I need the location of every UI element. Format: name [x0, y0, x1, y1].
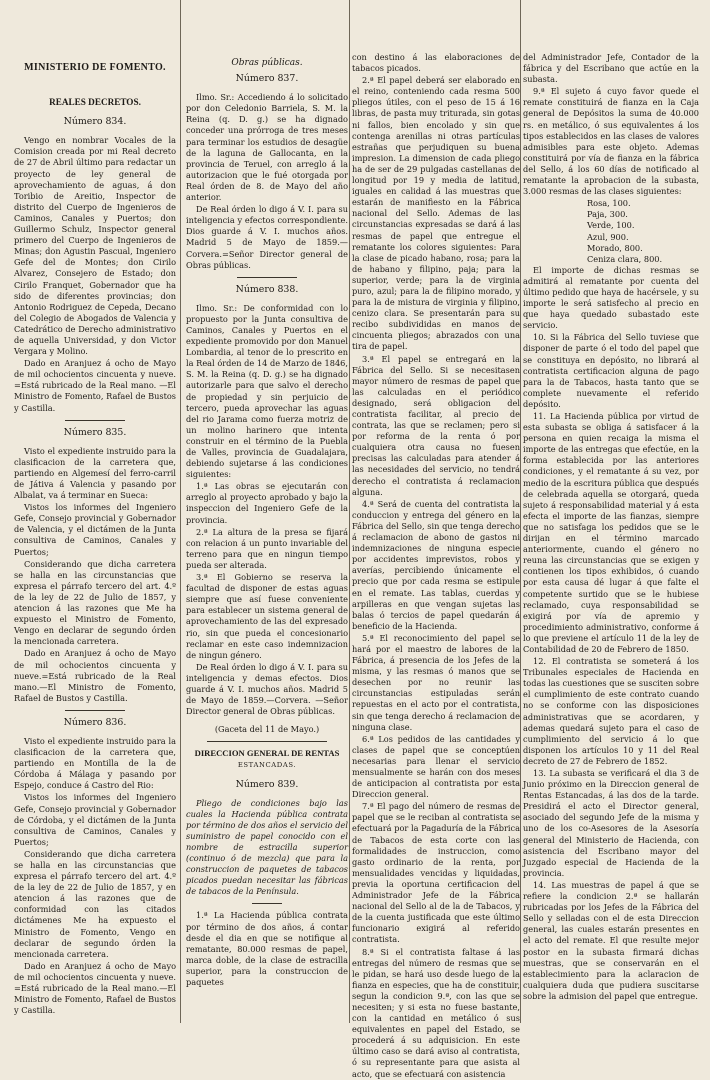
pliego-title: Pliego de condiciones bajo las cuales la Hacienda pública contrata por término de dos años el servicio del suministro de papel conocido con el nombre de estracilla superior (continuo ó de mezcla) que para la construccion de paquetes de tabacos picados puedan necesitar las fábricas de tabacos de la Península.	[186, 797, 348, 897]
paragraph: del Administrador Jefe, Contador de la fábrica y del Escribano que actúe en la subasta.	[523, 52, 699, 85]
paragraph: Dado en Aranjuez á ocho de Mayo de mil ochocientos cincuenta y nueve.=Está rubricado de la Real mano.—El Ministro de Fomento, Rafael de Bustos y Castilla.	[14, 648, 176, 703]
decree-number: Número 836.	[63, 716, 127, 728]
condition: 3.ª El papel se entregará en la Fábrica del Sello. Si se necesitasen mayor número de resmas de papel que las calculadas en el periódico designado, será obligacion del contratista facilitar, al precio de contrata, las que se reclamen; pero si por reforma de la renta ó por cualquiera otra causa no fuesen precisas las calculadas para atender á las necesidades del servicio, no tendrá derecho el contratista á reclamacion alguna.	[352, 353, 520, 497]
ministry-heading: MINISTERIO DE FOMENTO.	[24, 62, 166, 73]
section-heading: REALES DECRETOS.	[49, 97, 141, 108]
color-list-item: Paja, 300.	[587, 209, 628, 220]
paragraph: El importe de dichas resmas se admitirá al rematante por cuenta del último pedido que haya de hacérsele, y su importe le será satisfecho al precio en que haya quedado subastado este servicio.	[523, 264, 699, 331]
condition: 3.ª El Gobierno se reserva la facultad de disponer de estas aguas siempre que así fuese conveniente para establecer un sistema general de aprovechamiento de las del expresado rio, sin que pueda el concesionario reclamar en este caso indemnizacion de ningun género.	[186, 572, 348, 660]
paragraph: Ilmo. Sr.: Accediendo á lo solicitado por don Celedonio Barriela, S. M. la Reina (q. D. g.) se ha dignado conceder una prórroga de tres meses para terminar los estudios de desagüe de la laguna de Gallocanta, en la provincia de Teruel, con arreglo á la autorizacion que le fué otorgada por Real órden de 8. de Mayo del año anterior.	[186, 92, 348, 203]
color-list-item: Verde, 100.	[587, 220, 635, 231]
paragraph: con destino á las elaboraciones de tabacos picados.	[352, 52, 520, 74]
color-list-item: Azul, 900.	[587, 231, 629, 242]
order-number: Número 837.	[235, 73, 299, 85]
condition: 14. Las muestras de papel á que se refiere la condicion 2.ª se hallarán rubricadas por los Jefes de la Fábrica del Sello y selladas con el de esta Direccion general, las cuales estarán presentes en el acto del remate. El que resulte mejor postor en la subasta firmará dichas muestras, que se conservarán en el establecimiento para la aclaracion de cualquiera duda que pudiera suscitarse sobre la admision del papel que entregue.	[523, 879, 699, 1001]
condition: 13. La subasta se verificará el dia 3 de Junio próximo en la Direccion general de Rentas Estancadas, á las dos de la tarde. Presidirá el acto el Director general, asociado del segundo Jefe de la misma y uno de los co-Asesores de la Asesoría general del Ministerio de Hacienda, con asistencia del Escribano mayor del Juzgado especial de Hacienda de la provincia.	[523, 768, 699, 878]
condition: 10. Si la Fábrica del Sello tuviese que disponer de parte ó el todo del papel que se constituya en depósito, no librará al contratista certificacion alguna de pago para la de Tabacos, hasta tanto que se complete nuevamente el referido depósito.	[523, 332, 699, 409]
condition: 2.ª El papel deberá ser elaborado en el reino, conteniendo cada resma 500 pliegos útiles, con el peso de 15 á 16 libras, de pasta muy triturada, sin gotas ni fallos, bien encolado y sin que contenga arenillas ni otras partículas estrañas que perjudiquen su buena impresion. La dimension de cada pliego ha de ser de 29 pulgadas castellanas de longitud por 19 y media de latitud, iguales en calidad á las muestras que estarán de manifiesto en la Fábrica nacional del Sello. Ademas de las circunstancias expresadas se dará á las resmas de papel que entregue el rematante los colores siguientes: Para la clase de picado habano, rosa; para la de habano y filipino, paja; para la superior, verde; para la de virginia puro, azul; para la de filipino morado, y para la de mistura de virginia y filipino, cenizo clara. Se presentarán para su recibo subdivididas en manos de cincuenta pliegos; abrazados con una tira de papel.	[352, 75, 520, 352]
paragraph: Considerando que dicha carretera se halla en las circunstancias que expresa el párrafo tercero del art. 4.º de la ley de 22 de Julio de 1857, y atencion á las razones que Me ha expuesto el Ministro de Fomento, Vengo en declarar de segundo órden la mencionada carretera.	[14, 558, 176, 647]
condition: 9.ª El sujeto á cuyo favor quede el remate constituirá de fianza en la Caja general de Depósitos la suma de 40.000 rs. en metálico, ó sus equivalentes á los tipos establecidos en las clases de valores admisibles para este objeto. Ademas constituirá por vía de fianza en la fábrica del Sello, á los 60 días de notificado al rematante la aprobacion de la subasta, 3.000 resmas de las clases siguientes:	[523, 86, 699, 197]
condition: 4.ª Será de cuenta del contratista la conduccion y entrega del género en la Fábrica del Sello, sin que tenga derecho á reclamacion de abono de gastos ni indemnizaciones de ninguna especie por accidentes imprevistos, robos y averías, percibiendo únicamente el precio que por cada resma se estipule en el remate. Las tablas, cuerdas y arpilleras en que vengan sujetas las balas ó tercios de papel quedarán á beneficio de la Hacienda.	[352, 498, 520, 631]
column-rule	[180, 0, 181, 1023]
color-list-item: Ceniza clara, 800.	[587, 253, 663, 264]
separator	[207, 741, 327, 742]
condition: 5.ª El reconocimiento del papel se hará por el maestro de labores de la Fábrica, á presencia de los Jefes de la misma, y las resmas ó manos que se desechen por no reunir las circunstancias estipuladas serán repuestas en el acto por el contratista, sin que tenga derecho á reclamacion de ninguna clase.	[352, 632, 520, 732]
separator	[65, 710, 125, 711]
condition: 6.ª Los pedidos de las cantidades y clases de papel que se conceptúen necesarias para llenar el servicio mensualmente se harán con dos meses de anticipacion al contratista por esta Direccion general.	[352, 733, 520, 800]
column-rule	[520, 0, 521, 1023]
separator	[65, 420, 125, 421]
column-4	[523, 0, 699, 1023]
separator	[237, 277, 297, 278]
paragraph: Dado en Aranjuez á ocho de Mayo de mil ochocientos cincuenta y nueve. =Está rubricado de la Real mano.—El Ministro de Fomento, Rafael de Bustos y Castilla.	[14, 960, 176, 1016]
condition: 1.ª La Hacienda pública contrata por término de dos años, á contar desde el dia en que se notifique al rematante, 80.000 resmas de papel, marca doble, de la clase de estracilla superior, para la construccion de paquetes	[186, 910, 348, 988]
condition: 12. El contratista se someterá á los Tribunales especiales de Hacienda en todas las cuestiones que se susciten sobre el cumplimiento de este contrato cuando no se conforme con las disposiciones administrativas que se acordaren, y ademas quedará sujeto para el caso de cumplimiento del servicio á lo que disponen los artículos 10 y 11 del Real decreto de 27 de Febrero de 1852.	[523, 656, 699, 766]
paragraph: Vistos los informes del Ingeniero Gefe, Consejo provincial y Gobernador de Córdoba, y el dictámen de la Junta consultiva de Caminos, Canales y Puertos;	[14, 792, 176, 847]
condition: 2.ª La altura de la presa se fijará con relacion á un punto invariable del terreno para que en ningun tiempo pueda ser alterada.	[186, 526, 348, 570]
paragraph: Vistos los informes del Ingeniero Gefe, Consejo provincial y Gobernador de Valencia, y el dictámen de la Junta consultiva de Caminos, Canales y Puertos;	[14, 502, 176, 557]
paragraph: Considerando que dicha carretera se halla en las circunstancias que expresa el párrafo tercero del art. 4.º de la ley de 22 de Julio de 1857, y en atencion á las razones que de conformidad con las citados dictámenes Me ha expuesto el Ministro de Fomento, Vengo en declarar de segundo órden la mencionada carretera.	[14, 848, 176, 959]
column-3	[352, 0, 520, 1079]
paragraph: Visto el expediente instruido para la clasificacion de la carretera que, partiendo en Montilla de la de Córdoba á Málaga y pasando por Espejo, conduce á Castro del Rio:	[14, 735, 176, 791]
color-list-item: Morado, 800.	[587, 242, 643, 253]
color-list-item: Rosa, 100.	[587, 198, 631, 209]
direction-subheading: ESTANCADAS.	[237, 761, 297, 770]
column-1	[14, 0, 176, 1023]
order-number: Número 838.	[235, 283, 299, 295]
gaceta-reference: (Gaceta del 11 de Mayo.)	[214, 724, 320, 735]
section-heading: Obras públicas.	[231, 58, 303, 68]
paragraph: Visto el expediente instruido para la clasificacion de la carretera que, partiendo en Algemesí del ferro-carril de Játiva á Valencia y pasando por Albalat, va á terminar en Sueca:	[14, 445, 176, 501]
condition: 1.ª Las obras se ejecutarán con arreglo al proyecto aprobado y bajo la inspeccion del Ingeniero Gefe de la provincia.	[186, 481, 348, 525]
column-2	[186, 0, 348, 1023]
decree-number: Número 835.	[63, 426, 127, 438]
paragraph: De Real órden lo digo á V. I. para su inteligencia y demas efectos. Dios guarde á V. I. muchos años. Madrid 5 de Mayo de 1859.—Corvera. —Señor Director general de Obras públicas.	[186, 661, 348, 717]
condition: 7.ª El pago del número de resmas de papel que se le reciban al contratista se efectuará por la Pagaduría de la Fábrica de Tabacos de esta corte con las formalidades de instruccion, como gasto ordinario de la renta, por mensualidades vencidas y liquidadas, previa la oportuna certificacion del Administrador Jefe de la Fábrica nacional del Sello al de la de Tabacos, y de la cuenta justificada que este último funcionario exigirá al referido contratista.	[352, 801, 520, 945]
direction-heading: DIRECCION GENERAL DE RENTAS	[194, 748, 340, 759]
paragraph: Vengo en nombrar Vocales de la Comision creada por mi Real decreto de 27 de Abril último para redactar un proyecto de ley general de aprovechamiento de aguas, á don Toribio de Areitio, Inspector de distrito del Cuerpo de Ingenieros de Caminos, Canales y Puertos; don Guillermo Schulz, Inspector general primero del Cuerpo de Ingenieros de Minas; don Agustin Pascual, Ingeniero Gefe del de Montes; don Cirilo Alvarez, Consejero de Estado; don Cirilo Franquet, Gobernador que ha sido de diferentes provincias; don Antonio Rodriguez de Cepeda, Decano del Colegio de Abogados de Valencia y Catedrático de Derecho administrativo de aquella Universidad, y don Victor Vergara y Molino.	[14, 135, 176, 357]
paragraph: De Real órden lo digo á V. I. para su inteligencia y efectos correspondiente. Dios guarde á V. I. muchos años. Madrid 5 de Mayo de 1859.—Corvera.=Señor Director general de Obras públicas.	[186, 204, 348, 270]
separator	[252, 903, 282, 904]
paragraph: Dado en Aranjuez á ocho de Mayo de mil ochocientos cincuenta y nueve. =Está rubricado de la Real mano. —El Ministro de Fomento, Rafael de Bustos y Castilla.	[14, 358, 176, 413]
column-rule	[349, 0, 350, 1023]
condition: 11. La Hacienda pública por virtud de esta subasta se obliga á satisfacer á la persona en quien recaiga la misma el importe de las entregas que efectúe, en la forma establecida por las anteriores condiciones, y el rematante á su vez, por medio de la escritura pública que después de celebrada aquella se otorgará, queda sujeto á responsabilidad material y á esta efecta el importe de las fianzas, siempre que no satisfaga los pedidos que se le dirijan en el término marcado anteriormente, cuando el género no reuna las circunstancias que se exigen y contienen los tipos exhibidos, ó cuando por esta causa dé lugar á que falte el competente surtido que se le hubiese reclamado, cuya responsabilidad se exigirá por vía de apremio y procedimiento administrativo, conforme á lo que previene el artículo 11 de la ley de Contabilidad de 20 de Febrero de 1850.	[523, 411, 699, 654]
order-number: Número 839.	[235, 778, 299, 790]
condition: 8.ª Si el contratista faltase á las entregas del número de resmas que se le pidan, se hará uso desde luego de la fianza en especies, que ha de constituir, segun la condicion 9.ª, con las que se necesiten; y si esta no fuese bastante, con la cantidad en metálico ó sus equivalentes en papel del Estado, se procederá á su adquisicion. En este último caso se dará aviso al contratista, ó su representante para que asista al acto, que se efectuará con asistencia	[352, 946, 520, 1079]
decree-number: Número 834.	[63, 116, 127, 128]
paragraph: Ilmo. Sr.: De conformidad con lo propuesto por la Junta consultiva de Caminos, Canales y Puertos en el expediente promovido por don Manuel Lombardia, al tenor de lo prescrito en la Real órden de 14 de Marzo de 1846, S. M. la Reina (q. D. g.) se ha dignado autorizarle para que salvo el derecho de propiedad y sin perjuicio de tercero, pueda aprovechar las aguas del rio Jarama como fuerza motriz de un molino harinero que intenta construir en el término de la Puebla de Valles, provincia de Guadalajara, debiendo sujetarse á las condiciones siguientes:	[186, 302, 348, 480]
